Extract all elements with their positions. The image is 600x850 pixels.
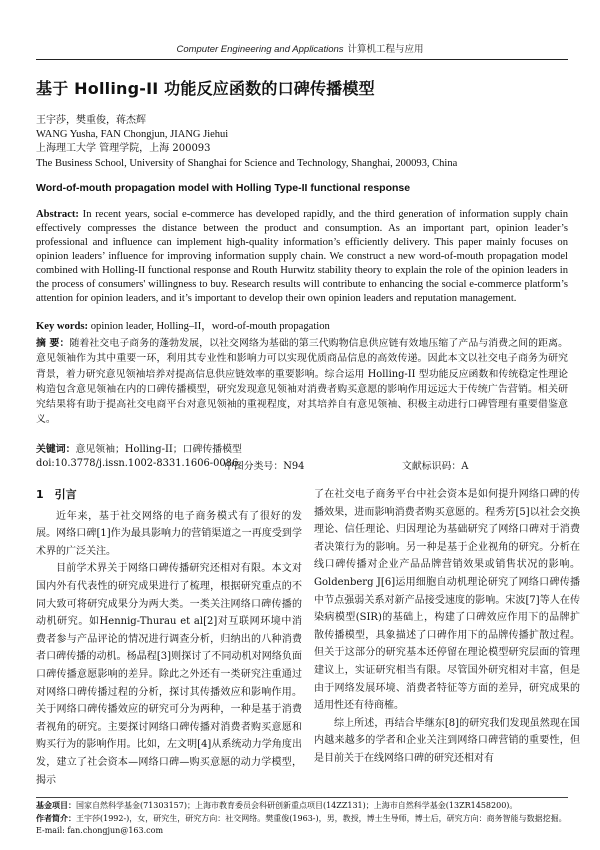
abstract-cn-label: 摘 要： <box>36 338 70 349</box>
classification-number: 中图分类号：N94 <box>224 461 305 472</box>
funding-text: 国家自然科学基金(71303157)；上海市教育委员会科研创新重点项目(14ZZ131)；上海市自然科学基金(13ZR1458200)。 <box>76 801 518 810</box>
footnotes <box>36 800 568 838</box>
journal-name-en: Computer Engineering and Applications <box>176 44 344 55</box>
funding-note <box>36 800 568 813</box>
paragraph: 近年来，基于社交网络的电子商务模式有了很好的发展。网络口碑[1]作为最具影响力的营销渠道之一再度受到学术界的广泛关注。 <box>36 510 302 557</box>
funding-label: 基金项目： <box>36 801 76 810</box>
paper-title-cn: 基于 Holling-II 功能反应函数的口碑传播模型 <box>36 79 375 98</box>
abstract-en-text: In recent years, social e-commerce has developed rapidly, and the third generation of information supply chain effectively compresses the distance between the product and consumption. As an important part, opinion leader’s professional and influence can implement high-quality information’s efficiently delivery. This paper mainly focuses on opinion leaders’ influence for improving information supply chain. We construct a new word-of-mouth propagation model combined with Holling-II functional response and Routh Hurwitz stability theory to explain the role of the opinion leaders in the process of consumers' willingness to buy. Research results will contribute to enhancing the social e-commerce platform’s attention for opinion leaders, and it’s important to develop their own opinion leaders and reputation management. <box>36 209 568 304</box>
article-meta <box>36 458 568 472</box>
body-column-left <box>36 486 302 789</box>
section-heading: 1 引言 <box>36 488 77 501</box>
affiliation-cn: 上海理工大学 管理学院，上海 200093 <box>36 143 211 155</box>
abstract-cn-text: 随着社交电子商务的蓬勃发展，以社交网络为基础的第三代购物信息供应链有效地压缩了产品与消费之间的距离。意见领袖作为其中重要一环，利用其专业性和影响力可以实现优质商品信息的高效传递。因此本文以社交电子商务为研究背景，着力研究意见领袖培养对提高信息供应链效率的重要影响。综合运用 Holling-II 型功能反应函数和传统稳定性理论构造包含意见领袖在内的口碑传播模型，研究发现意见领袖对消费者购买意愿的影响作用远远大于传统广告营销。相关研究结果将有助于提高社交电商平台对意见领袖的重视程度，对其培养自有意见领袖、积极主动进行口碑管理有重要借鉴意义。 <box>36 338 568 426</box>
author-block <box>36 114 576 171</box>
abstract-cn <box>36 336 568 428</box>
keywords-en-text: opinion leader, Holling–II，word-of-mouth propagation <box>88 321 330 332</box>
paragraph: 目前学术界关于网络口碑传播研究还相对有限。本文对国内外有代表性的研究成果进行了梳理，根据研究重点的不同大致可将研究成果分为两大类。一类关注网络口碑传播的动机研究。如Hennig-Thurau et al[2]对互联网环境中消费者参与产品评论的情况进行调查分析，归纳出的八种消费者口碑传播的动机。杨晶程[3]则探讨了不同动机对网络负面口碑传播意愿影响的差异。除此之外还有一类研究注重通过对网络口碑传播过程的分析，探讨其传播效应和影响作用。关于网络口碑传播效应的研究可分为两种，一种是基于消费者视角的研究。主要探讨网络口碑传播对消费者购买意愿和购买行为的影响作用。比如，左文明[4]从系统动力学角度出发，建立了社会资本—网络口碑—购买意愿的动力学模型，揭示 <box>36 563 302 786</box>
paper-title-en: Word-of-mouth propagation model with Holling Type-II functional response <box>36 182 411 194</box>
document-code: 文献标识码：A <box>402 461 469 472</box>
affiliation-en: The Business School, University of Shanghai for Science and Technology, Shanghai, 200093, China <box>36 157 458 169</box>
abstract-en <box>36 208 568 306</box>
keywords-cn-text: 意见领袖；Holling-II；口碑传播模型 <box>75 444 242 455</box>
keywords-en <box>36 318 568 333</box>
body-column-right <box>314 486 580 768</box>
authors-cn: 王宇莎，樊重俊，蒋杰辉 <box>36 115 146 126</box>
header-divider <box>36 59 568 60</box>
running-header <box>0 41 600 55</box>
paragraph: 综上所述，再结合毕继东[8]的研究我们发现虽然现在国内越来越多的学者和企业关注到网络口碑营销的重要性，但是目前关于在线网络口碑的研究还相对有 <box>314 717 580 764</box>
keywords-cn-label: 关键词： <box>36 444 76 455</box>
journal-name-cn: 计算机工程与应用 <box>347 44 424 55</box>
doi: doi:10.3778/j.issn.1002-8331.1606-0086 <box>36 458 239 469</box>
author-bio-label: 作者简介： <box>36 813 76 823</box>
abstract-en-label: Abstract: <box>36 209 79 220</box>
keywords-cn <box>36 441 568 455</box>
paragraph: 了在社交电子商务平台中社会资本是如何提升网络口碑的传播效果，进而影响消费者购买意愿的。程秀芳[5]以社会交换理论、信任理论、归因理论为基础研究了网络口碑对于消费者决策行为的影响。另一种是基于企业视角的研究。分析在线口碑传播对企业产品品牌营销效果或销售状况的影响。Goldenberg J[6]运用细胞自动机理论研究了网络口碑传播中节点强弱关系对新产品接受速度的影响。宋波[7]等人在传染病模型(SIR)的基础上，构建了口碑效应作用下的品牌扩散传播模型，具象描述了口碑作用下的品牌传播扩散过程。但关于这部分的研究基本还停留在理论模型研究层面的管理建议上，实证研究相当有限。尽管国外研究相对丰富，但是由于网络发展环境、消费者特征等方面的差异，研究成果的适用性还有待商榷。 <box>314 489 580 712</box>
footnote-divider <box>36 797 568 798</box>
author-bio-text: 王宇莎(1992-)，女，研究生，研究方向：社交网络。樊重俊(1963-)，男，教授，博士生导师，博士后，研究方向：商务智能与数据挖掘。E-mail: fan.chongjun@163.com <box>36 813 567 835</box>
author-bio-note <box>36 813 568 838</box>
authors-en: WANG Yusha, FAN Chongjun, JIANG Jiehui <box>36 129 229 141</box>
keywords-en-label: Key words: <box>36 321 89 332</box>
